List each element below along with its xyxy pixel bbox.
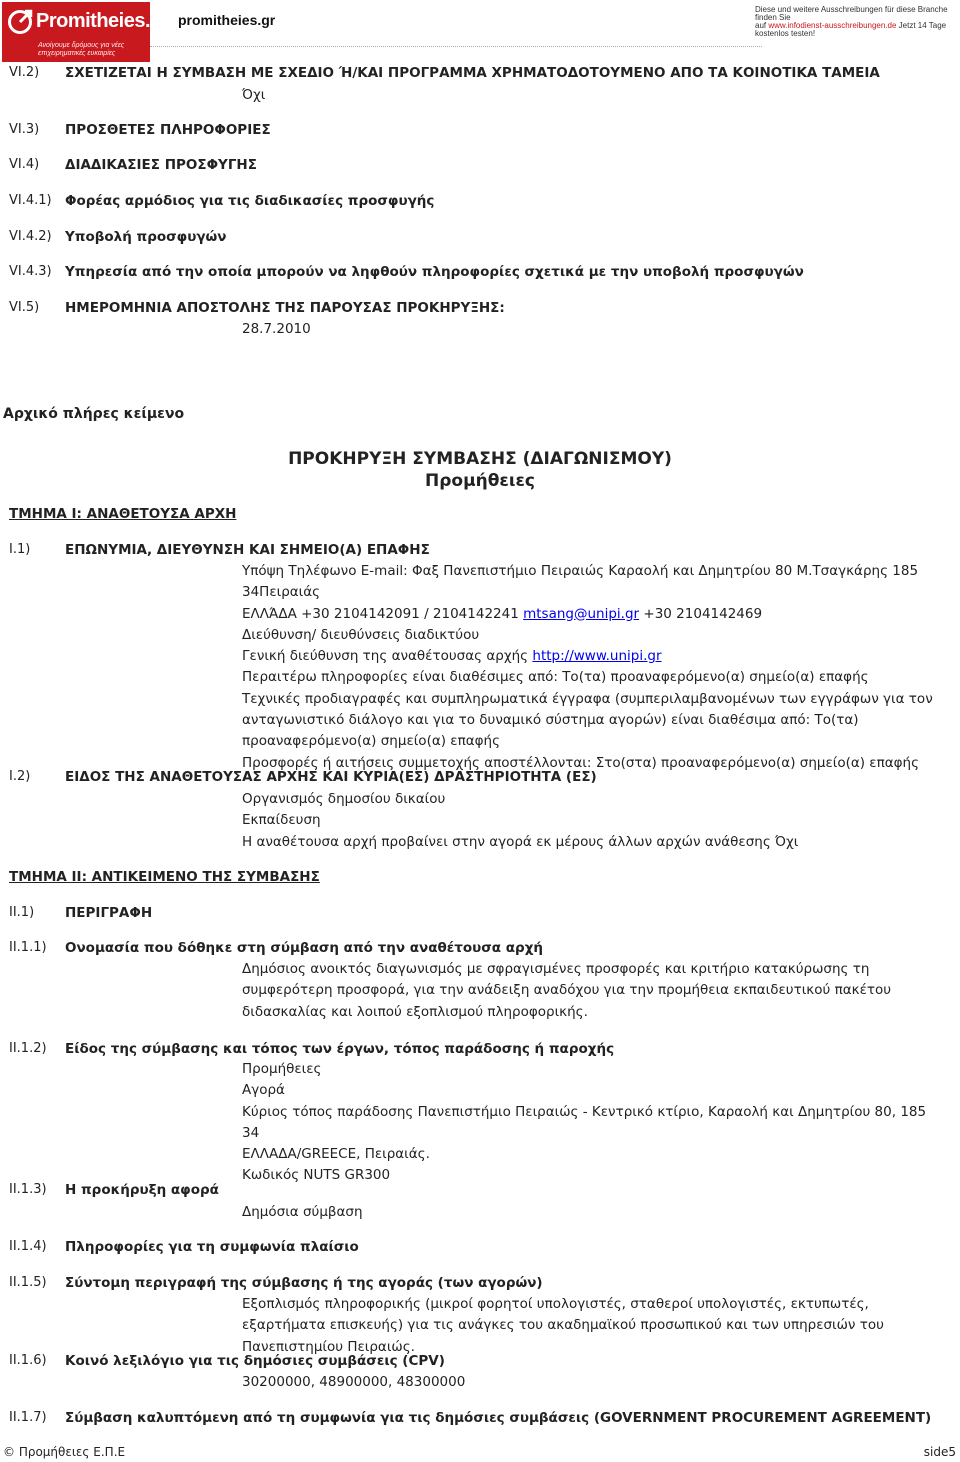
item-number: VI.5) xyxy=(9,300,40,315)
contact-line: Τεχνικές προδιαγραφές και συμπληρωματικά έγγραφα (συμπεριλαμβανομένων των εγγράφων για τον ανταγωνιστικό διάλογο και για το δυναμικό σύστημα αγορών) είναι διαθέσιμα από: Το(τα) προαναφερόμενο(α) σημείο(α) επαφής xyxy=(242,690,933,750)
detail-line: Προμήθειες xyxy=(242,1061,322,1077)
detail-line: Αγορά xyxy=(242,1082,285,1099)
detail-line: Εκπαίδευση xyxy=(242,812,321,829)
item-title: Σύμβαση καλυπτόμενη από τη συμφωνία για τις δημόσιες συμβάσεις (GOVERNMENT PROCUREMENT AGREEMENT) xyxy=(65,1410,932,1426)
site-name[interactable]: promitheies.gr xyxy=(178,12,276,28)
ad-link[interactable]: www.infodienst-ausschreibungen.de xyxy=(768,21,897,30)
logo-text: Promitheies.gr xyxy=(36,10,170,32)
item-title: ΣΧΕΤΙΖΕΤΑΙ Η ΣΥΜΒΑΣΗ ΜΕ ΣΧΕΔΙΟ Ή/ΚΑΙ ΠΡΟΓΡΑΜΜΑ ΧΡΗΜΑΤΟΔΟΤΟΥΜΕΝΟ ΑΠΟ ΤΑ ΚΟΙΝΟΤΙΚΑ ΤΑΜΕΙΑ xyxy=(65,65,880,81)
item-number: Ι.1) xyxy=(9,542,31,557)
item-title: ΔΙΑΔΙΚΑΣΙΕΣ ΠΡΟΣΦΥΓΗΣ xyxy=(65,157,257,173)
site-logo[interactable] xyxy=(2,2,170,62)
item-title: Υπηρεσία από την οποία μπορούν να ληφθούν πληροφορίες σχετικά με την υποβολή προσφυγών xyxy=(65,264,804,280)
detail-line: Οργανισμός δημοσίου δικαίου xyxy=(242,791,446,807)
item-title: Είδος της σύμβασης και τόπος των έργων, τόπος παράδοσης ή παροχής xyxy=(65,1041,615,1057)
item-title: ΠΡΟΣΘΕΤΕΣ ΠΛΗΡΟΦΟΡΙΕΣ xyxy=(65,122,271,138)
item-number: VI.4.3) xyxy=(9,264,52,279)
item-number: Ι.2) xyxy=(9,769,31,784)
item-title: Κοινό λεξιλόγιο για τις δημόσιες συμβάσεις (CPV) xyxy=(65,1353,445,1369)
contact-line: Προσφορές ή αιτήσεις συμμετοχής αποστέλλονται: Στο(στα) προαναφερόμενο(α) σημείο(α) επαφής xyxy=(242,754,920,771)
footer-page-number: side5 xyxy=(923,1445,956,1459)
item-title: Ονομασία που δόθηκε στη σύμβαση από την αναθέτουσα αρχή xyxy=(65,940,544,956)
item-number: ΙΙ.1.1) xyxy=(9,940,47,955)
ad-line3: kostenlos testen! xyxy=(755,29,816,38)
detail-line: ΕΛΛΑΔΑ/GREECE, Πειραιάς. xyxy=(242,1146,430,1163)
contract-name-text: Δημόσιος ανοικτός διαγωνισμός με σφραγισμένες προσφορές και κριτήριο κατακύρωσης τη συμφερότερη προσφορά, για την ανάδειξη αναδόχου για την προμήθεια εκπαιδευτικού πακέτου διδασκαλίας και λοιπού εξοπλισμού πληροφορικής. xyxy=(242,961,892,1020)
contact-details xyxy=(242,561,942,774)
logo-mark-icon xyxy=(7,9,33,35)
short-description-text: Εξοπλισμός πληροφορικής (μικροί φορητοί υπολογιστές, σταθεροί υπολογιστές, εκτυπωτές, εξαρτήματα επισκευής) για τις ανάγκες του ακαδημαϊκού προσωπικού και των υπηρεσιών του Πανεπιστημίου Πειραιώς. xyxy=(242,1296,884,1355)
item-title: ΠΕΡΙΓΡΑΦΗ xyxy=(65,905,153,921)
ad-banner[interactable] xyxy=(755,6,960,38)
ad-line1: Diese und weitere Ausschreibungen für diese Branche finden Sie xyxy=(755,5,948,22)
item-value: 28.7.2010 xyxy=(242,321,311,337)
item-number: ΙΙ.1.5) xyxy=(9,1275,47,1290)
section-heading: ΤΜΗΜΑ Ι: ΑΝΑΘΕΤΟΥΣΑ ΑΡΧΗ xyxy=(9,506,237,522)
item-title: Υποβολή προσφυγών xyxy=(65,229,227,245)
cpv-codes: 30200000, 48900000, 48300000 xyxy=(242,1374,466,1390)
detail-line: Η αναθέτουσα αρχή προβαίνει στην αγορά εκ μέρους άλλων αρχών ανάθεσης Όχι xyxy=(242,833,799,850)
section-heading: ΤΜΗΜΑ ΙΙ: ΑΝΤΙΚΕΙΜΕΝΟ ΤΗΣ ΣΥΜΒΑΣΗΣ xyxy=(9,869,320,885)
item-number: VI.4) xyxy=(9,157,40,172)
original-text-label: Αρχικό πλήρες κείμενο xyxy=(3,406,185,422)
item-number: ΙΙ.1) xyxy=(9,905,35,920)
ad-prefix: auf xyxy=(755,21,767,30)
item-value: Όχι xyxy=(242,87,266,103)
item-title: Πληροφορίες για τη συμφωνία πλαίσιο xyxy=(65,1239,359,1255)
item-title: Φορέας αρμόδιος για τις διαδικασίες προσφυγής xyxy=(65,193,435,209)
item-number: ΙΙ.1.6) xyxy=(9,1353,47,1368)
doc-title: ΠΡΟΚΗΡΥΞΗ ΣΥΜΒΑΣΗΣ (ΔΙΑΓΩΝΙΣΜΟΥ) xyxy=(288,449,672,469)
contract-type-details xyxy=(242,1059,942,1187)
website-link[interactable]: http://www.unipi.gr xyxy=(532,648,662,665)
contact-line xyxy=(242,604,942,625)
contact-line xyxy=(242,646,942,667)
item-title: Η προκήρυξη αφορά xyxy=(65,1182,219,1198)
ad-suffix: Jetzt 14 Tage xyxy=(898,21,947,30)
item-value: Δημόσια σύμβαση xyxy=(242,1204,363,1220)
item-title: Σύντομη περιγραφή της σύμβασης ή της αγοράς (των αγορών) xyxy=(65,1275,543,1291)
item-title: ΕΙΔΟΣ ΤΗΣ ΑΝΑΘΕΤΟΥΣΑΣ ΑΡΧΗΣ ΚΑΙ ΚΥΡΙΑ(ΕΣ) ΔΡΑΣΤΗΡΙΟΤΗΤΑ (ΕΣ) xyxy=(65,769,597,785)
web-label: Γενική διεύθυνση της αναθέτουσας αρχής xyxy=(242,648,529,665)
phone-numbers: ΕΛΛΆΔΑ +30 2104142091 / 2104142241 xyxy=(242,605,519,622)
item-number: VI.4.2) xyxy=(9,229,52,244)
contact-line: Υπόψη Τηλέφωνο E-mail: Φαξ Πανεπιστήμιο Πειραιώς Καραολή και Δημητρίου 80 Μ.Τσαγκάρης 185 34Πειραιάς xyxy=(242,563,919,601)
email-link[interactable]: mtsang@unipi.gr xyxy=(523,605,640,622)
item-number: ΙΙ.1.4) xyxy=(9,1239,47,1254)
item-title: ΕΠΩΝΥΜΙΑ, ΔΙΕΥΘΥΝΣΗ ΚΑΙ ΣΗΜΕΙΟ(Α) ΕΠΑΦΗΣ xyxy=(65,542,430,558)
logo-tagline: Ανοίγουμε δρόμους για νέες επιχειρηματικές ευκαιρίες xyxy=(38,42,125,57)
item-number: VI.4.1) xyxy=(9,193,52,208)
authority-type xyxy=(242,789,942,853)
doc-subtitle: Προμήθειες xyxy=(425,471,535,491)
fax-number: +30 2104142469 xyxy=(643,605,763,622)
item-title: ΗΜΕΡΟΜΗΝΙΑ ΑΠΟΣΤΟΛΗΣ ΤΗΣ ΠΑΡΟΥΣΑΣ ΠΡΟΚΗΡΥΞΗΣ: xyxy=(65,300,505,316)
item-number: VI.3) xyxy=(9,122,40,137)
item-number: ΙΙ.1.2) xyxy=(9,1041,47,1056)
footer-copyright: © Προμήθειες Ε.Π.Ε xyxy=(3,1445,126,1459)
item-number: ΙΙ.1.7) xyxy=(9,1410,47,1425)
detail-line: Κωδικός NUTS GR300 xyxy=(242,1167,391,1184)
item-number: ΙΙ.1.3) xyxy=(9,1182,47,1197)
detail-line: Κύριος τόπος παράδοσης Πανεπιστήμιο Πειραιώς - Κεντρικό κτίριο, Καραολή και Δημητρίου 80, 185 34 xyxy=(242,1103,927,1141)
item-number: VI.2) xyxy=(9,65,40,80)
contact-line: Περαιτέρω πληροφορίες είναι διαθέσιμες από: Το(τα) προαναφερόμενο(α) σημείο(α) επαφής xyxy=(242,669,869,686)
contact-line: Διεύθυνση/ διευθύνσεις διαδικτύου xyxy=(242,626,480,643)
header-divider xyxy=(150,46,762,47)
page-header xyxy=(0,0,960,62)
